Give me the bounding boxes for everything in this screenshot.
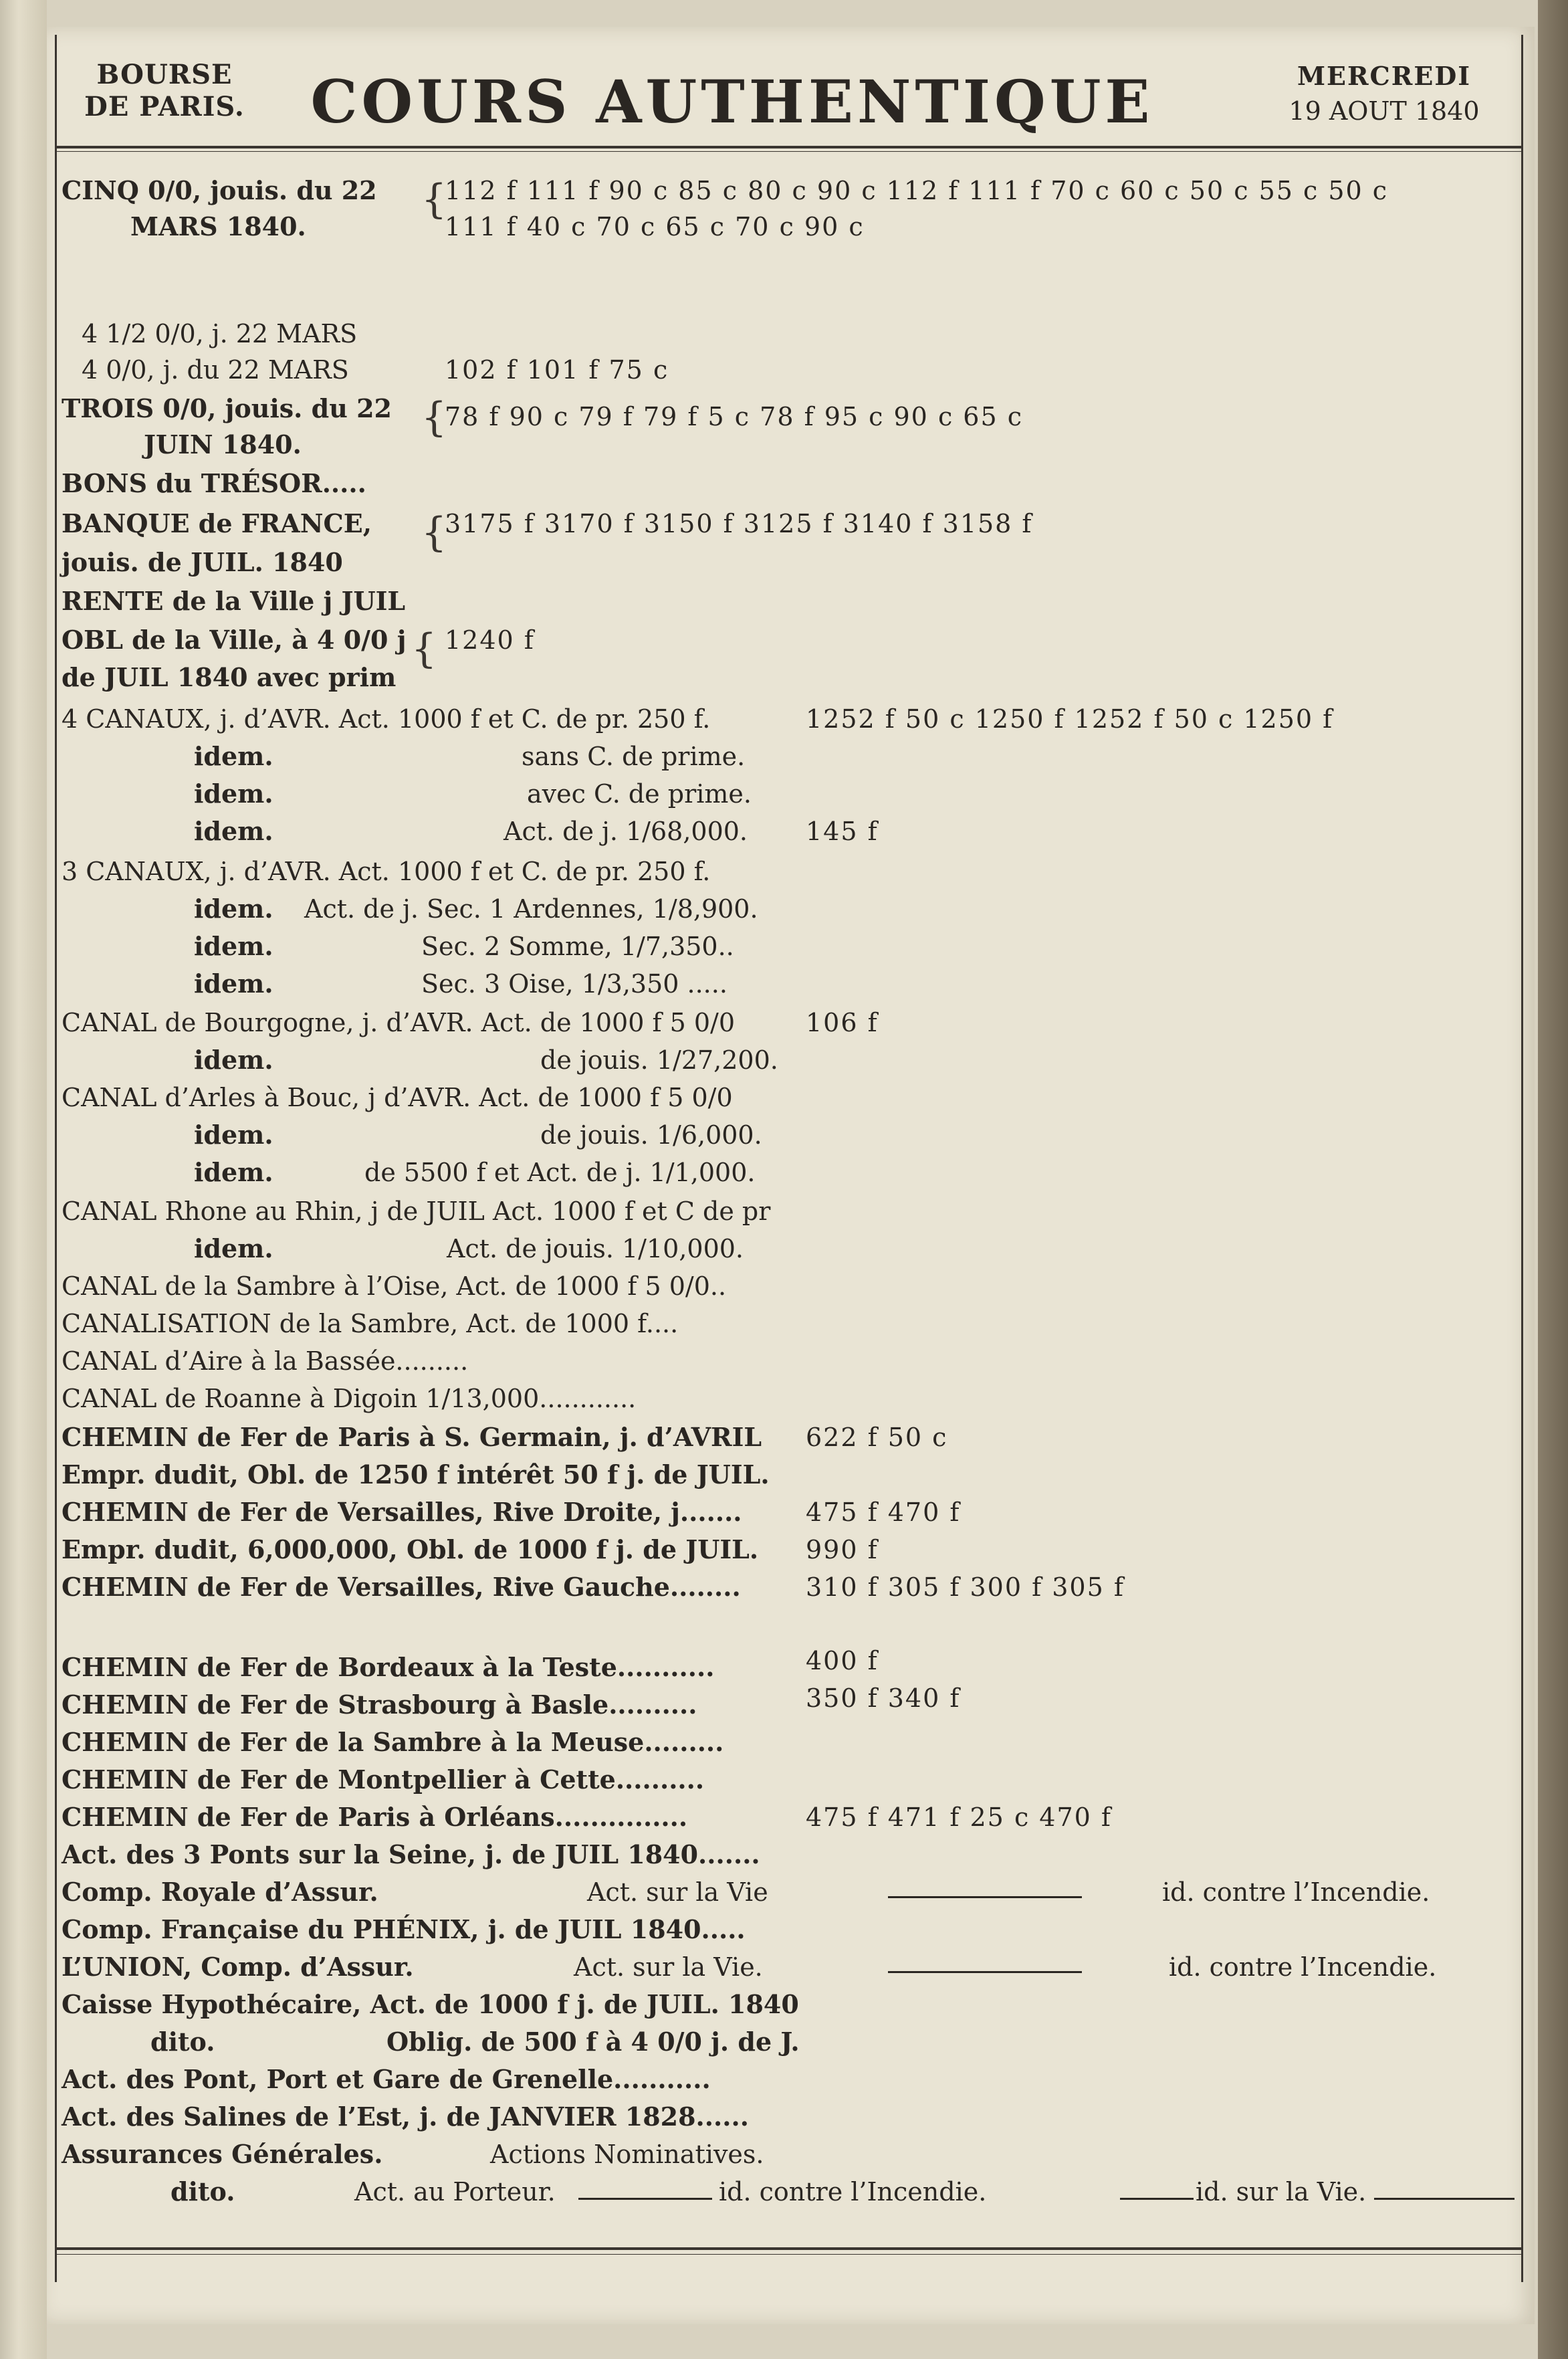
union-vie: Act. sur la Vie. — [574, 1952, 763, 1982]
row-obl-b — [62, 662, 396, 693]
row-can4-i2: avec C. de prime. — [527, 779, 752, 809]
row-roanne: CANAL de Roanne à Digoin 1/13,000............ — [62, 1384, 637, 1413]
row-cinq-b — [130, 211, 306, 242]
brace: { — [411, 625, 437, 672]
assurances-nominatives: Actions Nominatives. — [490, 2140, 764, 2169]
blank-line — [1374, 2198, 1515, 2200]
masthead-left — [58, 59, 271, 123]
quote-trois: 78 f 90 c 79 f 79 f 5 c 78 f 95 c 90 c 65 c — [445, 402, 1024, 431]
row-royale: Comp. Royale d’Assur. — [62, 1877, 378, 1907]
row-arles-i1: de jouis. 1/6,000. — [540, 1120, 762, 1150]
row-arles-i2: de 5500 f et Act. de j. 1/1,000. — [364, 1158, 756, 1187]
row-orleans: CHEMIN de Fer de Paris à Orléans............... — [62, 1802, 688, 1832]
newspaper-page — [47, 27, 1535, 2324]
idem-label: idem. — [194, 816, 273, 846]
brace: { — [421, 509, 447, 556]
row-empr2: Empr. dudit, 6,000,000, Obl. de 1000 f j. de JUIL. — [62, 1534, 759, 1564]
page-title: COURS AUTHENTIQUE — [310, 67, 1154, 136]
row-canalisation: CANALISATION de la Sambre, Act. de 1000 f.... — [62, 1309, 679, 1338]
row-bons — [62, 468, 366, 499]
idem-label: idem. — [194, 779, 273, 809]
caisse-oblig: Oblig. de 500 f à 4 0/0 j. de J. — [386, 2027, 800, 2057]
row-bourgogne-i: de jouis. 1/27,200. — [540, 1045, 778, 1075]
row-sgermain: CHEMIN de Fer de Paris à S. Germain, j. d’AVRIL — [62, 1422, 762, 1452]
quote-strasbourg: 350 f 340 f — [806, 1683, 961, 1713]
row-versailles-gauche: CHEMIN de Fer de Versailles, Rive Gauche........ — [62, 1572, 741, 1602]
security-date: jouis. de JUIL. 1840 — [62, 547, 343, 577]
row-can3-i2: Sec. 2 Somme, 1/7,350.. — [421, 932, 734, 961]
royale-incendie: id. contre l’Incendie. — [1162, 1877, 1430, 1907]
idem-label: idem. — [194, 1045, 273, 1075]
idem-label: idem. — [194, 968, 273, 999]
masthead-date — [1244, 59, 1525, 128]
date: 19 AOUT 1840 — [1289, 96, 1480, 126]
row-ponts: Act. des 3 Ponts sur la Seine, j. de JUIL 1840....... — [62, 1839, 760, 1869]
weekday: MERCREDI — [1297, 61, 1472, 91]
security-date: MARS 1840. — [130, 211, 306, 241]
quote-bourgogne: 106 f — [806, 1008, 879, 1037]
row-banque-b — [62, 547, 343, 578]
row-rente — [62, 586, 405, 617]
assurances-porteur: Act. au Porteur. — [354, 2177, 556, 2207]
row-cette: CHEMIN de Fer de Montpellier à Cette.......... — [62, 1764, 705, 1794]
royale-vie: Act. sur la Vie — [587, 1877, 768, 1907]
header-rule — [55, 146, 1521, 148]
quote-bordeaux: 400 f — [806, 1646, 879, 1675]
security-name: CINQ 0/0, jouis. du 22 — [62, 175, 377, 205]
quote-quatre: 102 f 101 f 75 c — [445, 355, 669, 385]
row-can4-i3: Act. de j. 1/68,000. — [503, 817, 748, 846]
row-bourgogne: CANAL de Bourgogne, j. d’AVR. Act. de 1000 f 5 0/0 — [62, 1008, 735, 1037]
footer-rule-thin — [55, 2254, 1521, 2255]
blank-line — [1120, 2198, 1194, 2200]
quote-can4-i3: 145 f — [806, 817, 879, 846]
row-obl — [62, 625, 406, 655]
security-date: JUIN 1840. — [144, 429, 302, 459]
row-cinq — [62, 175, 377, 206]
security-name: RENTE de la Ville j JUIL — [62, 586, 406, 616]
row-phenix: Comp. Française du PHÉNIX, j. de JUIL 1840..... — [62, 1914, 746, 1944]
row-can3-i1: Act. de j. Sec. 1 Ardennes, 1/8,900. — [304, 894, 758, 924]
security-name: BONS du TRÉSOR..... — [62, 468, 366, 498]
row-salines: Act. des Salines de l’Est, j. de JANVIER 1828...... — [62, 2101, 749, 2132]
row-assurances: Assurances Générales. — [62, 2139, 383, 2169]
row-rhone-i: Act. de jouis. 1/10,000. — [447, 1234, 744, 1263]
blank-line — [888, 1896, 1082, 1898]
header-rule-thin — [55, 151, 1521, 152]
blank-line — [888, 1971, 1082, 1973]
row-meuse: CHEMIN de Fer de la Sambre à la Meuse......... — [62, 1727, 724, 1757]
security-date: de JUIL 1840 avec prim — [62, 662, 397, 692]
security-name: OBL de la Ville, à 4 0/0 j — [62, 625, 407, 655]
masthead-bourse: BOURSE — [96, 59, 233, 90]
row-aire: CANAL d’Aire à la Bassée......... — [62, 1346, 469, 1376]
quote-can4: 1252 f 50 c 1250 f 1252 f 50 c 1250 f — [806, 704, 1334, 734]
assurances-vie: id. sur la Vie. — [1196, 2177, 1367, 2207]
row-strasbourg: CHEMIN de Fer de Strasbourg à Basle.......... — [62, 1689, 697, 1720]
union-incendie: id. contre l’Incendie. — [1169, 1952, 1437, 1982]
security-name: BANQUE de FRANCE, — [62, 508, 372, 538]
row-trois-b — [144, 429, 302, 460]
quote-versailles-gauche: 310 f 305 f 300 f 305 f — [806, 1572, 1125, 1602]
blank-line — [578, 2198, 712, 2200]
row-can3-i3: Sec. 3 Oise, 1/3,350 ..... — [421, 969, 727, 999]
idem-label: idem. — [194, 931, 273, 961]
security-name: TROIS 0/0, jouis. du 22 — [62, 393, 392, 423]
quote-empr2: 990 f — [806, 1535, 879, 1564]
brace: { — [421, 176, 447, 223]
row-banque — [62, 508, 372, 539]
book-gutter — [0, 0, 47, 2359]
row-can4: 4 CANAUX, j. d’AVR. Act. 1000 f et C. de pr. 250 f. — [62, 704, 711, 734]
quote-obl: 1240 f — [445, 625, 535, 655]
footer-rule — [55, 2247, 1521, 2250]
row-rhone: CANAL Rhone au Rhin, j de JUIL Act. 1000 f et C de pr — [62, 1197, 771, 1226]
idem-label: idem. — [194, 741, 273, 771]
row-can4-i1: sans C. de prime. — [522, 742, 746, 771]
quote-orleans: 475 f 471 f 25 c 470 f — [806, 1803, 1112, 1832]
row-caisse: Caisse Hypothécaire, Act. de 1000 f j. de JUIL. 1840 — [62, 1989, 799, 2019]
row-can3: 3 CANAUX, j. d’AVR. Act. 1000 f et C. de pr. 250 f. — [62, 857, 711, 886]
row-arles: CANAL d’Arles à Bouc, j d’AVR. Act. de 1000 f 5 0/0 — [62, 1083, 733, 1112]
row-versailles-droite: CHEMIN de Fer de Versailles, Rive Droite, j....... — [62, 1497, 742, 1527]
idem-label: idem. — [194, 894, 273, 924]
assurances-incendie: id. contre l’Incendie. — [719, 2177, 987, 2207]
dito-label: dito. — [150, 2027, 215, 2057]
row-grenelle: Act. des Pont, Port et Gare de Grenelle........... — [62, 2064, 711, 2094]
quote-sgermain: 622 f 50 c — [806, 1423, 948, 1452]
row-empr1: Empr. dudit, Obl. de 1250 f intérêt 50 f j. de JUIL. — [62, 1459, 770, 1490]
row-quatre: 4 0/0, j. du 22 MARS — [82, 355, 349, 385]
row-trois — [62, 393, 392, 424]
row-bordeaux: CHEMIN de Fer de Bordeaux à la Teste........... — [62, 1652, 715, 1682]
brace: { — [421, 394, 447, 441]
quote-banque: 3175 f 3170 f 3150 f 3125 f 3140 f 3158 f — [445, 509, 1033, 538]
row-sambre-oise: CANAL de la Sambre à l’Oise, Act. de 1000 f 5 0/0.. — [62, 1271, 727, 1301]
masthead-paris: DE PARIS. — [84, 91, 245, 122]
row-union: L’UNION, Comp. d’Assur. — [62, 1952, 414, 1982]
idem-label: idem. — [194, 1120, 273, 1150]
quote-cinq-1: 112 f 111 f 90 c 85 c 80 c 90 c 112 f 111 f 70 c 60 c 50 c 55 c 50 c — [445, 176, 1389, 205]
idem-label: idem. — [194, 1233, 273, 1263]
book-edge — [1538, 0, 1568, 2359]
quote-cinq-2: 111 f 40 c 70 c 65 c 70 c 90 c — [445, 212, 865, 241]
dito-label: dito. — [171, 2176, 235, 2207]
quote-versailles-droite: 475 f 470 f — [806, 1498, 961, 1527]
idem-label: idem. — [194, 1157, 273, 1187]
row-quatre-demi: 4 1/2 0/0, j. 22 MARS — [82, 319, 358, 348]
